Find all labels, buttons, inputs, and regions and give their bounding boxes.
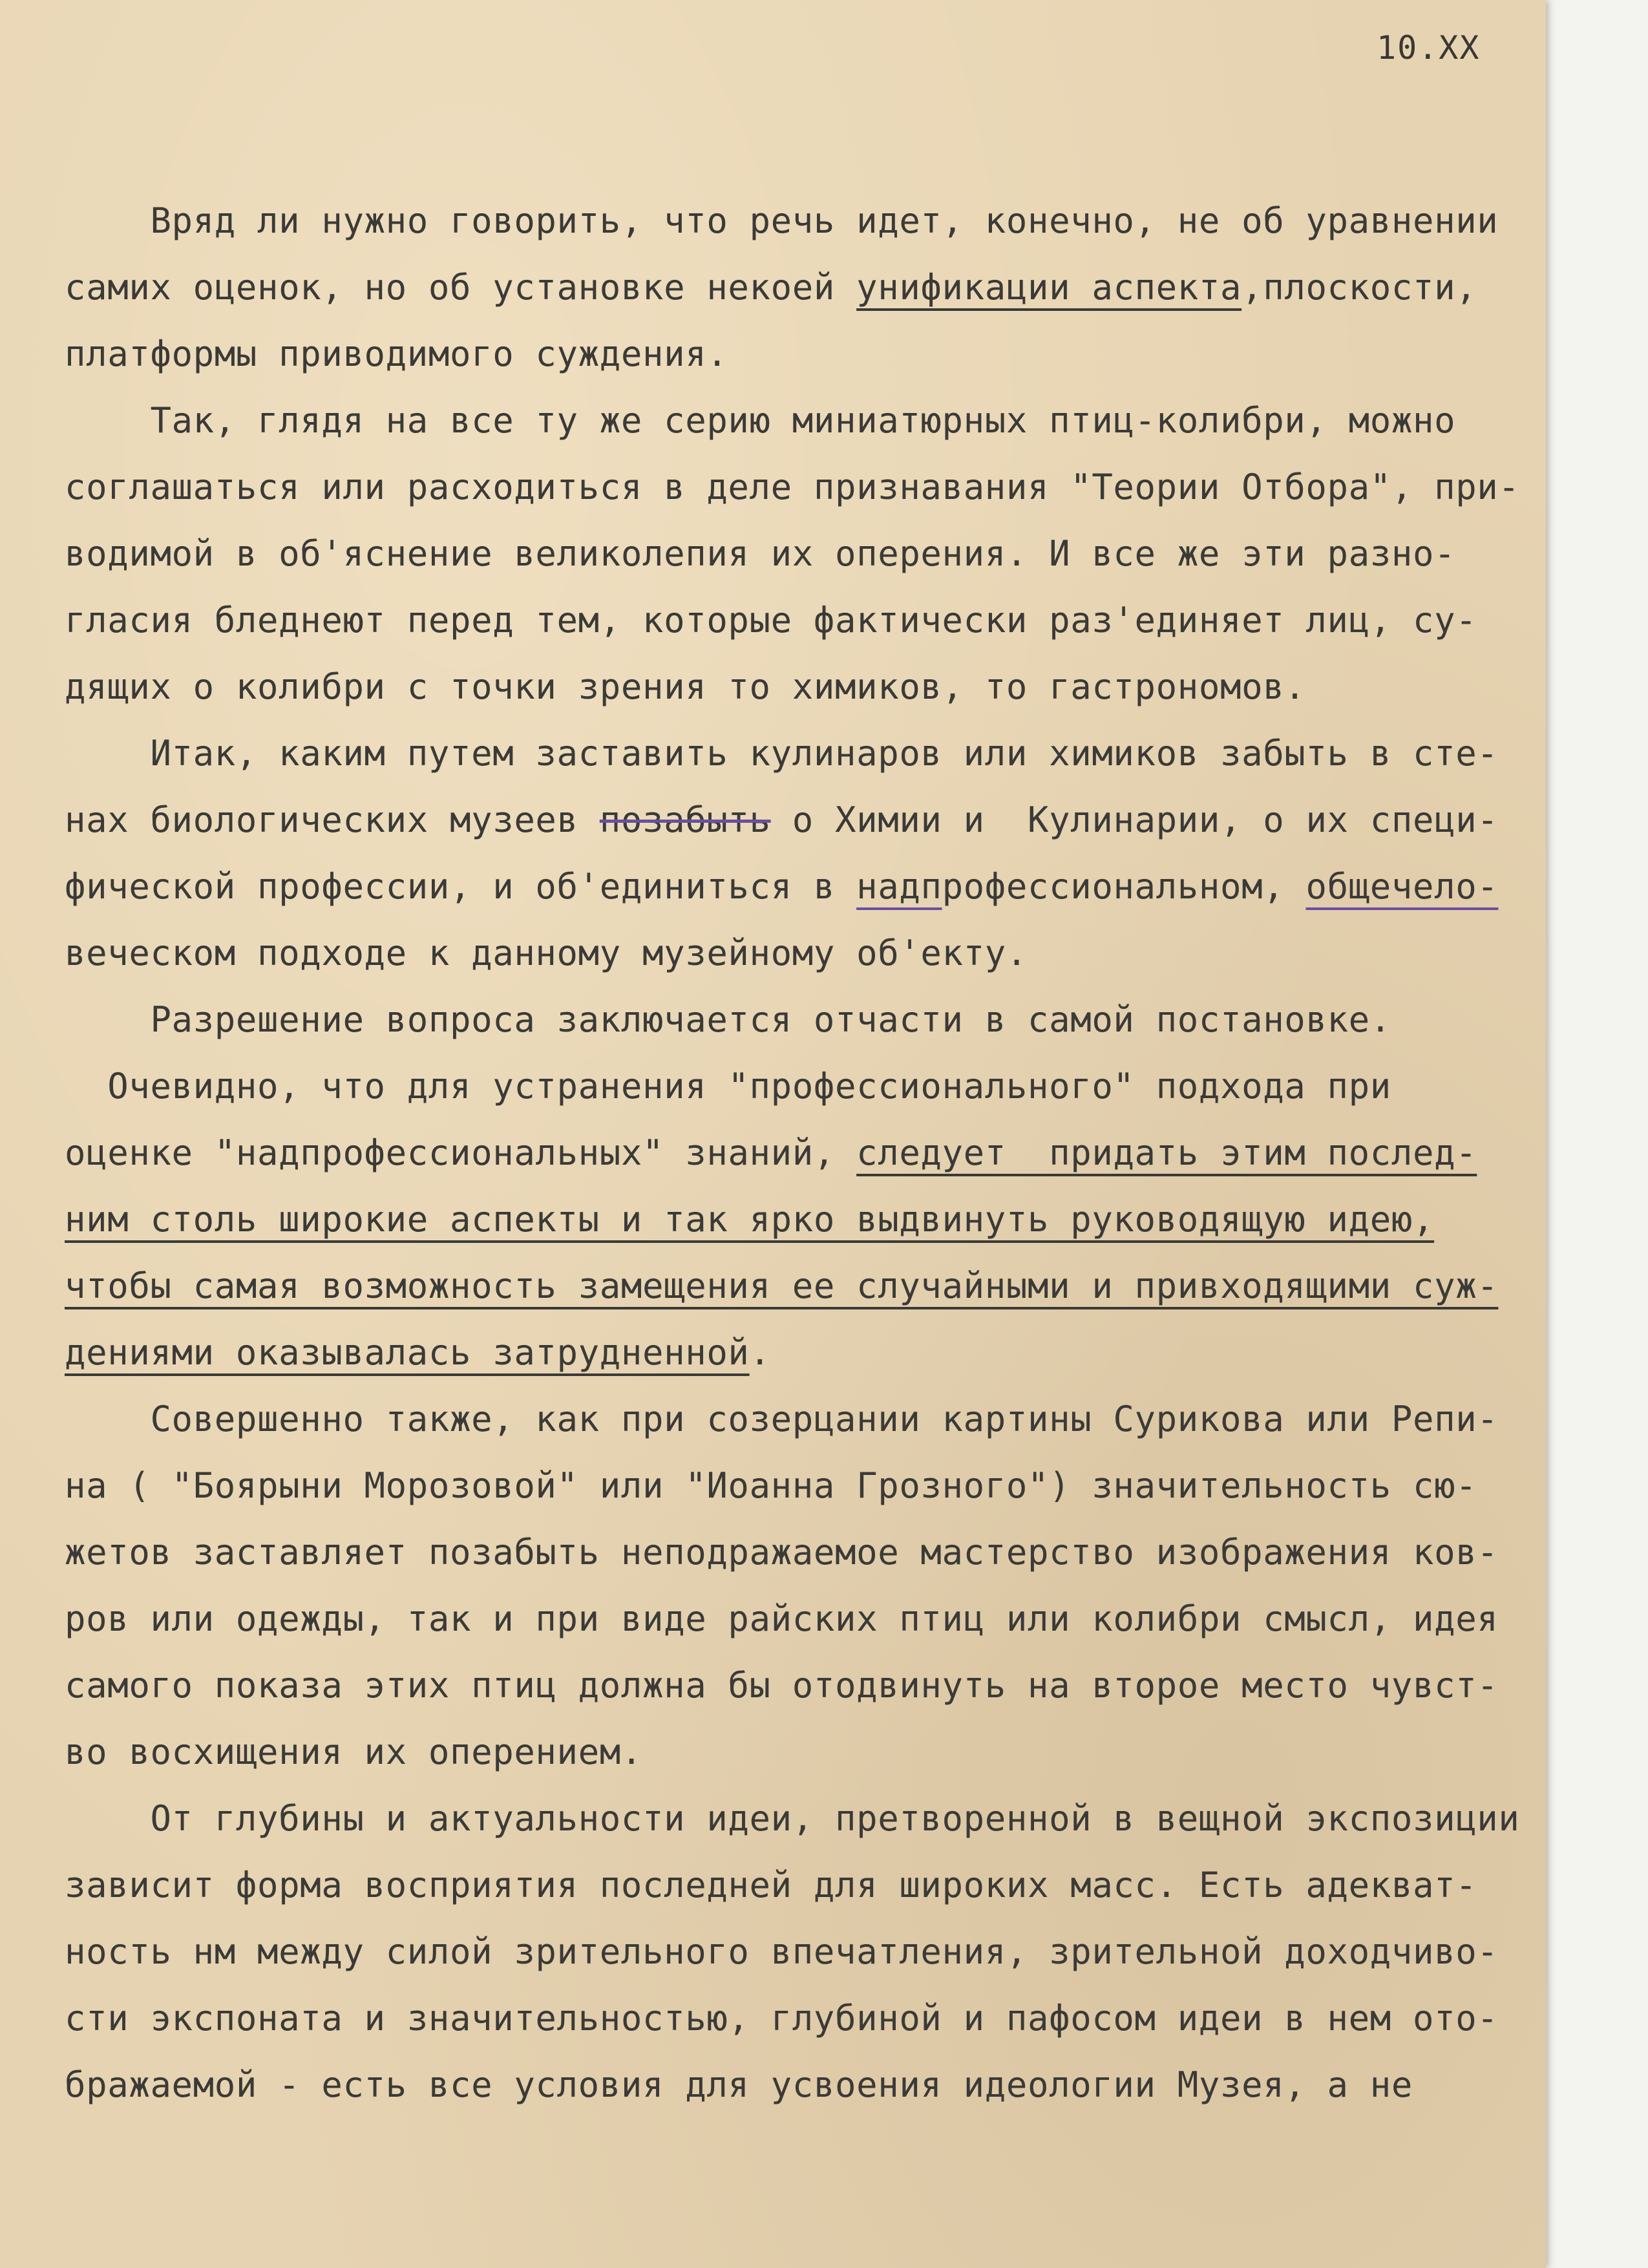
underlined-phrase: общечело- <box>1305 866 1499 907</box>
text-line: жетов заставляет позабыть неподражаемое мастерство изображения ков- <box>65 1532 1499 1573</box>
underlined-phrase: унификации аспекта <box>856 267 1242 308</box>
text-span: оценке "надпрофессиональных" знаний, <box>65 1132 857 1173</box>
text-line <box>65 254 1545 321</box>
text-span: о Химии и Кулинарии, о их специ- <box>770 800 1499 840</box>
text-line: Очевидно, что для устранения "профессионального" подхода при <box>65 1066 1391 1107</box>
page-number: 10.XX <box>1377 29 1481 67</box>
underlined-phrase: дениями оказывалась затрудненной <box>65 1332 750 1373</box>
underlined-phrase: ним столь широкие аспекты и так ярко выдвинуть руководящую идею, <box>65 1199 1435 1240</box>
text-line: Разрешение вопроса заключается отчасти в самой постановке. <box>65 999 1391 1040</box>
text-line: зависит форма восприятия последней для широких масс. Есть адекват- <box>65 1865 1477 1905</box>
text-line: ров или одежды, так и при виде райских птиц или колибри смысл, идея <box>65 1598 1499 1639</box>
text-line: во восхищения их оперением. <box>65 1732 642 1772</box>
text-line <box>65 1186 1545 1253</box>
text-span: нах биологических музеев <box>65 800 600 840</box>
text-line: водимой в об'яснение великолепия их оперения. И все же эти разно- <box>65 533 1456 574</box>
paragraph-4 <box>65 986 1545 1386</box>
text-line: дящих о колибри с точки зрения то химиков, то гастрономов. <box>65 666 1306 707</box>
text-line: Вряд ли нужно говорить, что речь идет, конечно, не об уравнении <box>65 200 1499 241</box>
underlined-phrase: надп <box>856 866 942 907</box>
text-line: соглашаться или расходиться в деле признавания "Теории Отбора", при- <box>65 467 1520 507</box>
paragraph-1 <box>65 187 1545 387</box>
paragraph-5 <box>65 1386 1545 1785</box>
text-line: гласия бледнеют перед тем, которые фактически раз'единяет лиц, су- <box>65 600 1477 641</box>
text-span: самих оценок, но об установке некоей <box>65 267 857 308</box>
text-line: платформы приводимого суждения. <box>65 334 728 374</box>
text-line: бражаемой - есть все условия для усвоения идеологии Музея, а не <box>65 2064 1413 2105</box>
text-span: фической профессии, и об'единиться в <box>65 866 857 907</box>
text-line: От глубины и актуальности идеи, претворенной в вещной экспозиции <box>65 1798 1520 1839</box>
text-line: ность нм между силой зрительного впечатления, зрительной доходчиво- <box>65 1931 1499 1972</box>
text-line: на ( "Боярыни Морозовой" или "Иоанна Грозного") значительность сю- <box>65 1465 1477 1506</box>
underlined-phrase: чтобы самая возможность замещения ее случайными и привходящими суж- <box>65 1266 1499 1306</box>
text-line: самого показа этих птиц должна бы отодвинуть на второе место чувст- <box>65 1665 1499 1706</box>
text-line <box>65 787 1545 853</box>
underlined-phrase: следует придать этим послед- <box>856 1132 1477 1173</box>
text-line <box>65 853 1545 920</box>
typed-text-body <box>65 187 1545 2118</box>
text-line: веческом подходе к данному музейному об'екту. <box>65 933 1028 973</box>
struck-out-word: позабыть <box>599 800 771 840</box>
text-span: ,плоскости, <box>1241 267 1477 308</box>
text-line: Так, глядя на все ту же серию миниатюрных птиц-колибри, можно <box>65 400 1456 441</box>
text-line: Совершенно также, как при созерцании картины Сурикова или Репи- <box>65 1399 1499 1439</box>
text-span: рофессиональном, <box>942 866 1306 907</box>
paragraph-3 <box>65 720 1545 986</box>
text-line <box>65 1119 1545 1186</box>
paragraph-6 <box>65 1785 1545 2118</box>
paragraph-2 <box>65 387 1545 720</box>
text-line <box>65 1253 1545 1319</box>
text-span: . <box>749 1332 771 1373</box>
text-line: сти экспоната и значительностью, глубиной и пафосом идеи в нем ото- <box>65 1998 1499 2039</box>
text-line: Итак, каким путем заставить кулинаров или химиков забыть в сте- <box>65 733 1499 774</box>
text-line <box>65 1319 1545 1386</box>
